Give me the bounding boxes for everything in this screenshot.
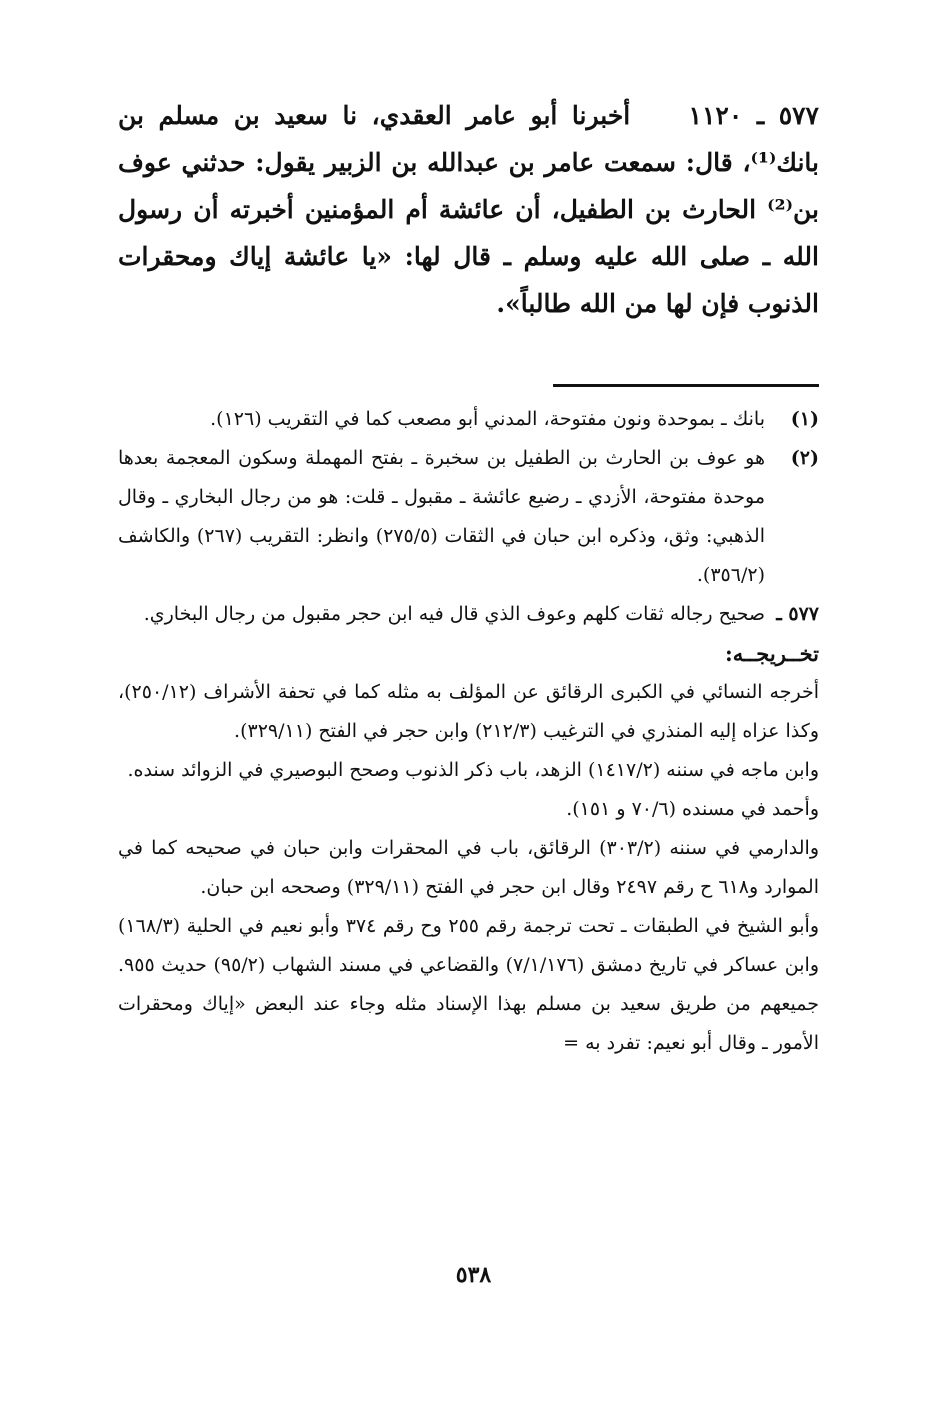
takhrij-paragraph: وأبو الشيخ في الطبقات ـ تحت ترجمة رقم ٢٥٥ وح رقم ٣٧٤ وأبو نعيم في الحلية (١٦٨/٣) وابن عساكر في تاريخ دمشق (٧/١/١٧٦) والقضاعي في مسند الشهاب (٩٥/٢) حديث ٩٥٥. جميعهم من طريق سعيد بن مسلم بهذا الإسناد مثله وجاء عند البعض «إياك ومحقرات الأمور ـ وقال أبو نعيم: تفرد به = [118, 915, 820, 1054]
takhrij-heading: تخــريجــه: [724, 641, 819, 666]
page-number: ٥٣٨ [455, 1262, 492, 1288]
footnote-text: بانك ـ بموحدة ونون مفتوحة، المدني أبو مصعب كما في التقريب (١٢٦). [210, 408, 765, 430]
hadith-number: ٥٧٧ ـ ١١٢٠ [688, 101, 819, 130]
takhrij-paragraph: وأحمد في مسنده (٧٠/٦ و ١٥١). [566, 798, 819, 820]
footnote-2 [118, 439, 819, 595]
footnote-grading [118, 595, 819, 634]
hadith-body: أخبرنا أبو عامر العقدي، نا سعيد بن مسلم بن بانك⁽¹⁾، قال: سمعت عامر بن عبدالله بن الزبير يقول: حدثني عوف بن⁽²⁾ الحارث بن الطفيل، أن عائشة أم المؤمنين أخبرته أن رسول الله ـ صلى الله عليه وسلم ـ قال لها: «يا عائشة إياك ومحقرات الذنوب فإن لها من الله طالباً». [118, 101, 819, 318]
footnote-mark: (١) [790, 408, 819, 430]
footnote-text: هو عوف بن الحارث بن الطفيل بن سخبرة ـ بفتح المهملة وسكون المعجمة بعدها موحدة مفتوحة، الأزدي ـ رضيع عائشة ـ مقبول ـ قلت: هو من رجال البخاري ـ وقال الذهبي: وثق، وذكره ابن حبان في الثقات (٢٧٥/٥) وانظر: التقريب (٢٦٧) والكاشف (٣٥٦/٢). [118, 447, 765, 586]
takhrij-paragraph: وابن ماجه في سننه (١٤١٧/٢) الزهد، باب ذكر الذنوب وصحح البوصيري في الزوائد سنده. [127, 759, 819, 781]
footnotes-section [118, 400, 819, 1063]
footnote-separator [553, 384, 819, 387]
footnote-mark: ٥٧٧ ـ [776, 603, 819, 625]
takhrij-paragraph: أخرجه النسائي في الكبرى الرقائق عن المؤلف به مثله كما في تحفة الأشراف (٢٥٠/١٢)، وكذا عزاه إليه المنذري في الترغيب (٢١٢/٣) وابن حجر في الفتح (٣٢٩/١١). [118, 681, 819, 742]
takhrij-paragraph: والدارمي في سننه (٣٠٣/٢) الرقائق، باب في المحقرات وابن حبان في صحيحه كما في الموارد و٦١٨ ح رقم ٢٤٩٧ وقال ابن حجر في الفتح (٣٢٩/١١) وصححه ابن حبان. [118, 837, 820, 898]
footnote-1 [118, 400, 819, 439]
footnote-text: صحيح رجاله ثقات كلهم وعوف الذي قال فيه ابن حجر مقبول من رجال البخاري. [143, 603, 765, 625]
hadith-text [118, 92, 819, 327]
footnote-mark: (٢) [790, 447, 819, 469]
